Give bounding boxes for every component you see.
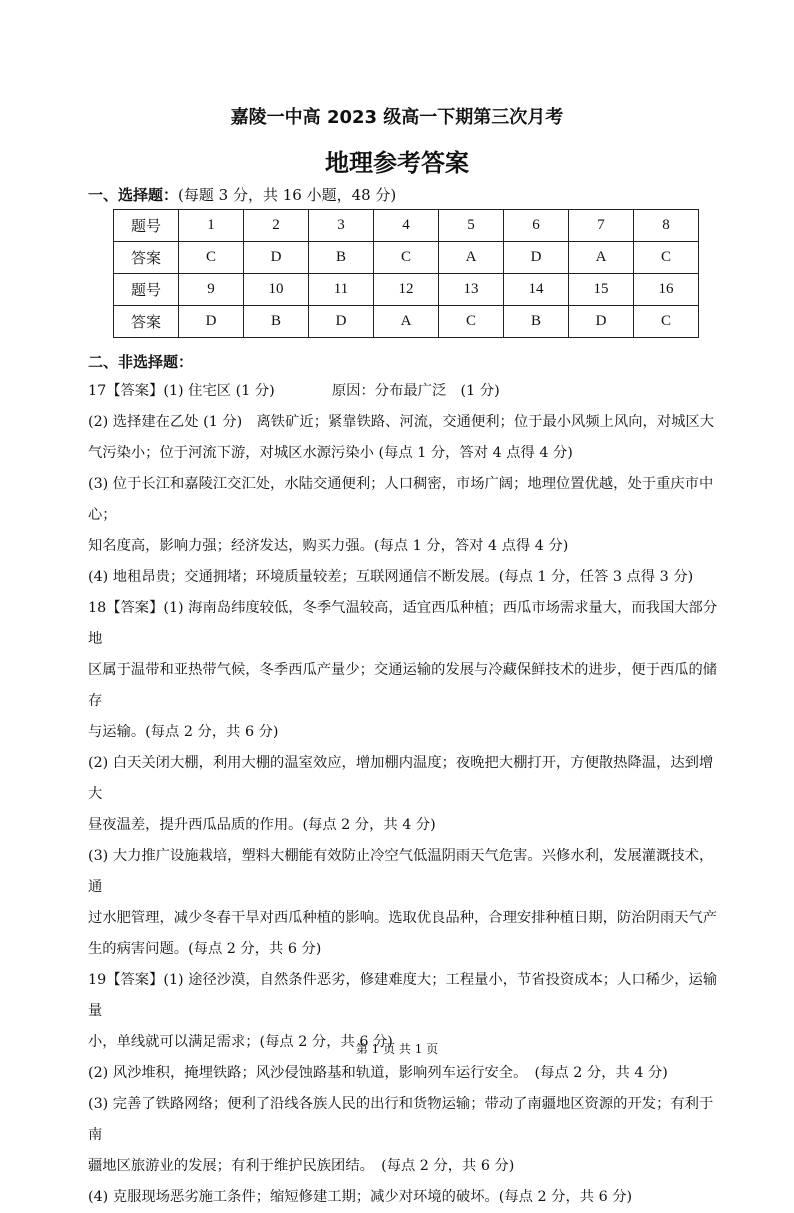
answer-line: 知名度高，影响力强；经济发达，购买力强。(每点 1 分，答对 4 点得 4 分)	[88, 538, 569, 554]
answer-line: 18【答案】(1) 海南岛纬度较低，冬季气温较高，适宜西瓜种植；西瓜市场需求量大，而我国大部分地	[88, 600, 718, 647]
page-number: 第 1 页 共 1 页	[355, 1042, 439, 1056]
answer-line: 小，单线就可以满足需求；(每点 2 分，共 6 分)	[88, 1034, 393, 1050]
answer-line: 区属于温带和亚热带气候，冬季西瓜产量少；交通运输的发展与冷藏保鲜技术的进步，便于西瓜的储存	[88, 662, 718, 709]
section-heading-label: 二、非选择题：	[88, 353, 194, 371]
table-row	[114, 242, 699, 274]
table-cell: 16	[634, 274, 699, 306]
table-cell: 11	[309, 274, 374, 306]
table-cell: D	[504, 242, 569, 274]
answers-block	[88, 376, 722, 1213]
table-cell: C	[634, 242, 699, 274]
table-row	[114, 210, 699, 242]
answer-line: (2) 风沙堆积，掩埋铁路；风沙侵蚀路基和轨道，影响列车运行安全。 (每点 2 分，共 4 分)	[88, 1065, 668, 1081]
answer-line: (2) 选择建在乙处 (1 分) 离铁矿近；紧靠铁路、河流，交通便利；位于最小风频上风向，对城区大	[88, 414, 715, 430]
table-row-header: 答案	[114, 242, 179, 274]
answer-line: 生的病害问题。(每点 2 分，共 6 分)	[88, 941, 322, 957]
table-cell: C	[179, 242, 244, 274]
table-cell: B	[309, 242, 374, 274]
answer-line: 昼夜温差，提升西瓜品质的作用。(每点 2 分，共 4 分)	[88, 817, 436, 833]
table-cell: 3	[309, 210, 374, 242]
table-row	[114, 274, 699, 306]
table-cell: 1	[179, 210, 244, 242]
table-cell: 6	[504, 210, 569, 242]
table-cell: D	[569, 306, 634, 338]
answer-line: 17【答案】(1) 住宅区 (1 分) 原因：分布最广泛 (1 分)	[88, 383, 500, 399]
table-cell: 9	[179, 274, 244, 306]
document-title: 地理参考答案	[325, 149, 469, 177]
table-row-header: 题号	[114, 210, 179, 242]
table-cell: 10	[244, 274, 309, 306]
table-cell: A	[439, 242, 504, 274]
table-cell: 14	[504, 274, 569, 306]
exam-title: 嘉陵一中高 2023 级高一下期第三次月考	[230, 107, 564, 128]
table-cell: 7	[569, 210, 634, 242]
answer-line: 过水肥管理，减少冬春干旱对西瓜种植的影响。选取优良品种，合理安排种植日期，防治阴雨天气产	[88, 910, 718, 926]
table-cell: 2	[244, 210, 309, 242]
section-non-choice-heading	[88, 351, 193, 372]
table-cell: A	[569, 242, 634, 274]
answer-line: 19【答案】(1) 途径沙漠，自然条件恶劣，修建难度大；工程量小，节省投资成本；人口稀少，运输量	[88, 972, 718, 1019]
answer-line: (4) 克服现场恶劣施工条件；缩短修建工期；减少对环境的破坏。(每点 2 分，共 6 分)	[88, 1189, 633, 1205]
answer-line: 与运输。(每点 2 分，共 6 分)	[88, 724, 279, 740]
table-cell: B	[504, 306, 569, 338]
table-cell: C	[439, 306, 504, 338]
table-cell: B	[244, 306, 309, 338]
answer-line: (2) 白天关闭大棚，利用大棚的温室效应，增加棚内温度；夜晚把大棚打开，方便散热降温，达到增大	[88, 755, 714, 802]
answer-line: 疆地区旅游业的发展；有利于维护民族团结。 (每点 2 分，共 6 分)	[88, 1158, 515, 1174]
table-cell: A	[374, 306, 439, 338]
answer-line: (3) 位于长江和嘉陵江交汇处，水陆交通便利；人口稠密，市场广阔；地理位置优越，处于重庆市中心；	[88, 476, 714, 523]
table-cell: C	[374, 242, 439, 274]
table-cell: 8	[634, 210, 699, 242]
table-cell: 15	[569, 274, 634, 306]
answer-line: (4) 地租昂贵；交通拥堵；环境质量较差；互联网通信不断发展。(每点 1 分，任答 3 点得 3 分)	[88, 569, 694, 585]
table-cell: D	[179, 306, 244, 338]
answer-line: (3) 大力推广设施栽培，塑料大棚能有效防止冷空气低温阴雨天气危害。兴修水利，发展灌溉技术，通	[88, 848, 714, 895]
answer-line: 气污染小；位于河流下游，对城区水源污染小 (每点 1 分，答对 4 点得 4 分)	[88, 445, 573, 461]
answer-line: (3) 完善了铁路网络；便利了沿线各族人民的出行和货物运输；带动了南疆地区资源的开发；有利于南	[88, 1096, 714, 1143]
section-scoring-note: (每题 3 分，共 16 小题，48 分)	[178, 186, 397, 204]
table-cell: C	[634, 306, 699, 338]
table-row-header: 答案	[114, 306, 179, 338]
table-cell: 4	[374, 210, 439, 242]
section-multiple-choice-heading	[88, 184, 396, 205]
table-cell: 13	[439, 274, 504, 306]
section-heading-label: 一、选择题：	[88, 186, 179, 204]
table-cell: 12	[374, 274, 439, 306]
table-row	[114, 306, 699, 338]
table-row-header: 题号	[114, 274, 179, 306]
table-cell: D	[244, 242, 309, 274]
table-cell: 5	[439, 210, 504, 242]
answer-key-table	[113, 209, 699, 338]
table-cell: D	[309, 306, 374, 338]
